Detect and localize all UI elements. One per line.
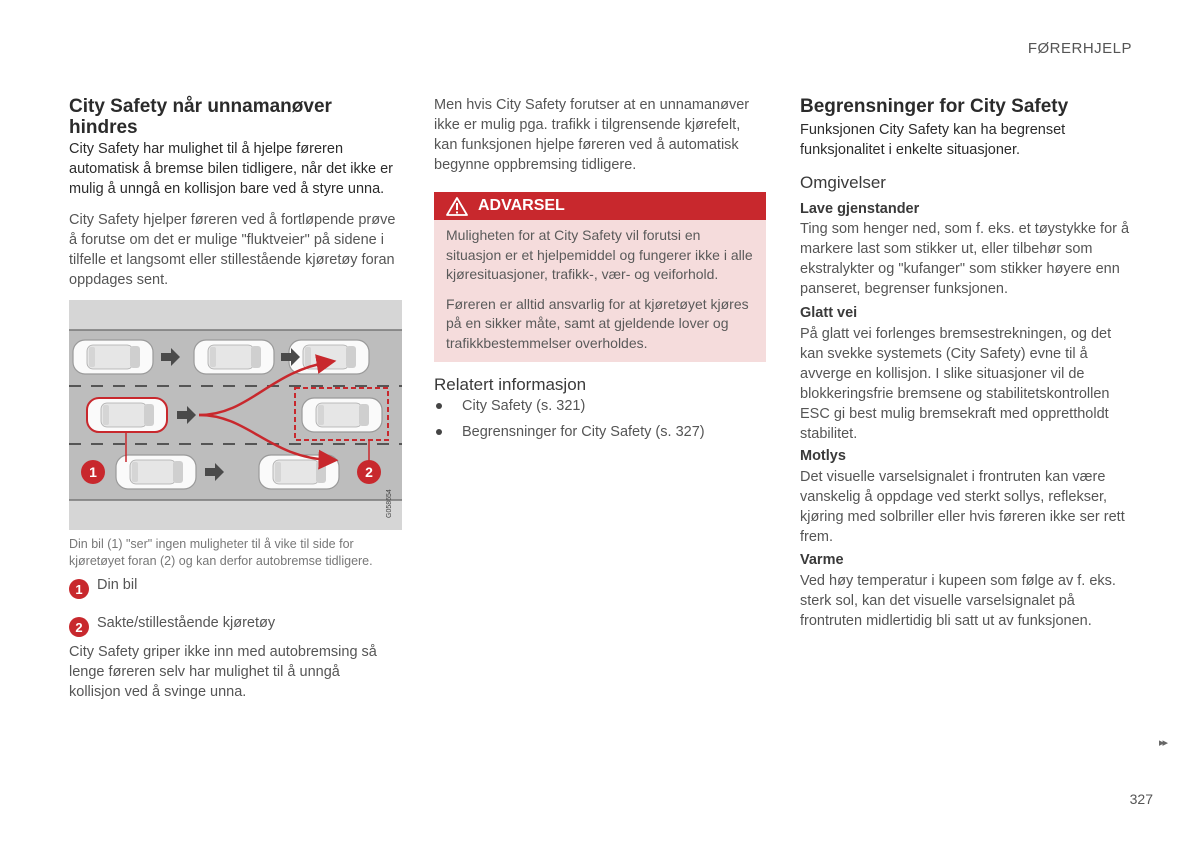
warning-header (434, 192, 766, 220)
item-text-glatt: På glatt vei forlenges bremsestrekningen, og det kan svekke systemets (City Safety) evne til å avverge en kollisjon. I slike situasjoner vil de blokkeringsfrie bremsene og stabilitetskontrollen ESC gi best mulig bremsekraft med opprettholdt stabilitet. (800, 326, 1112, 442)
legend-label-1: Din bil (97, 577, 138, 593)
col3-title: Begrensninger for City Safety (800, 96, 1069, 117)
related-title: Relatert informasjon (434, 375, 587, 394)
road-diagram (69, 300, 402, 530)
item-heading-motlys: Motlys (800, 448, 846, 464)
page-number: 327 (1129, 791, 1153, 807)
item-text-varme: Ved høy temperatur i kupeen som følge av f. eks. sterk sol, kan det visuelle varselsignalet på frontruten midlertidig bli satt ut av funksjonen. (800, 573, 1116, 629)
car-top-middle (194, 340, 274, 374)
item-text-motlys: Det visuelle varselsignalet i frontruten kan være vanskelig å oppdage ved sterkt sollys, reflekser, kjøring med solbriller eller hvis føreren ikke ser rett frem. (800, 469, 1125, 545)
warning-text-1: Muligheten for at City Safety vil forutsi en situasjon er et hjelpemiddel og fungerer ikke i alle kjøresituasjoner, trafikk-, vær- og veiforhold. (446, 227, 753, 282)
col1-title: City Safety når unnamanøver hindres (69, 96, 332, 138)
col1-body1: City Safety hjelper føreren ved å fortløpende prøve å forutse om det er mulige "fluktveier" på sidene i tilfelle et langsomt eller stillestående kjøretøy foran oppdages sent. (69, 212, 396, 288)
svg-text:1: 1 (89, 464, 97, 480)
legend-item-1 (69, 577, 404, 599)
col3-lead: Funksjonen City Safety kan ha begrenset funksjonalitet i enkelte situasjoner. (800, 122, 1066, 158)
svg-text:2: 2 (365, 464, 373, 480)
related-list (434, 396, 766, 448)
legend-badge-1: 1 (69, 579, 89, 599)
legend-label-2: Sakte/stillestående kjøretøy (97, 615, 276, 631)
item-text-lave: Ting som henger ned, som f. eks. et tøystykke for å markere last som stikker ut, eller tilbehør som ekstralykter og "kufanger" som stikker høyere enn panseret, begrenser funksjonen. (800, 221, 1130, 297)
figure-code: G058654 (386, 489, 393, 518)
warning-title: ADVARSEL (478, 197, 565, 214)
city-safety-figure (69, 300, 402, 530)
figure-caption: Din bil (1) "ser" ingen muligheter til å vike til side for kjøretøyet foran (2) og kan derfor autobremse tidligere. (69, 537, 373, 568)
car-top-left (73, 340, 153, 374)
section-header: FØRERHJELP (1027, 40, 1132, 57)
next-page-icon: ▸▸ (1158, 737, 1166, 749)
warning-box (434, 192, 766, 362)
col3-subtitle: Omgivelser (800, 173, 886, 192)
warning-triangle-icon (446, 197, 468, 216)
figure-legend (69, 577, 404, 637)
related-link-city-safety[interactable]: City Safety (s. 321) (434, 396, 766, 416)
legend-badge-2: 2 (69, 617, 89, 637)
col1-body2: City Safety griper ikke inn med autobremsing så lenge føreren selv har mulighet til å unngå kollisjon ved å svinge unna. (69, 644, 377, 700)
col2-intro: Men hvis City Safety forutser at en unnamanøver ikke er mulig pga. trafikk i tilgrensende kjørefelt, kan funksjonen hjelpe føreren ved å automatisk begynne oppbremsing tidligere. (434, 97, 750, 173)
item-heading-varme: Varme (800, 552, 844, 568)
item-heading-lave: Lave gjenstander (800, 201, 920, 217)
own-car (87, 398, 167, 432)
related-link-begrensninger[interactable]: Begrensninger for City Safety (s. 327) (434, 422, 766, 442)
legend-item-2 (69, 613, 404, 637)
warning-text-2: Føreren er alltid ansvarlig for at kjøretøyet kjøres på en sikker måte, samt at gjeldende lover og trafikkbestemmelser overholdes. (446, 295, 749, 351)
slow-vehicle (302, 398, 382, 432)
car-bottom-left (116, 455, 196, 489)
item-heading-glatt: Glatt vei (800, 305, 858, 321)
col1-lead: City Safety har mulighet til å hjelpe føreren automatisk å bremse bilen tidligere, når det ikke er mulig å unngå en kollisjon bare ved å styre unna. (69, 141, 393, 197)
